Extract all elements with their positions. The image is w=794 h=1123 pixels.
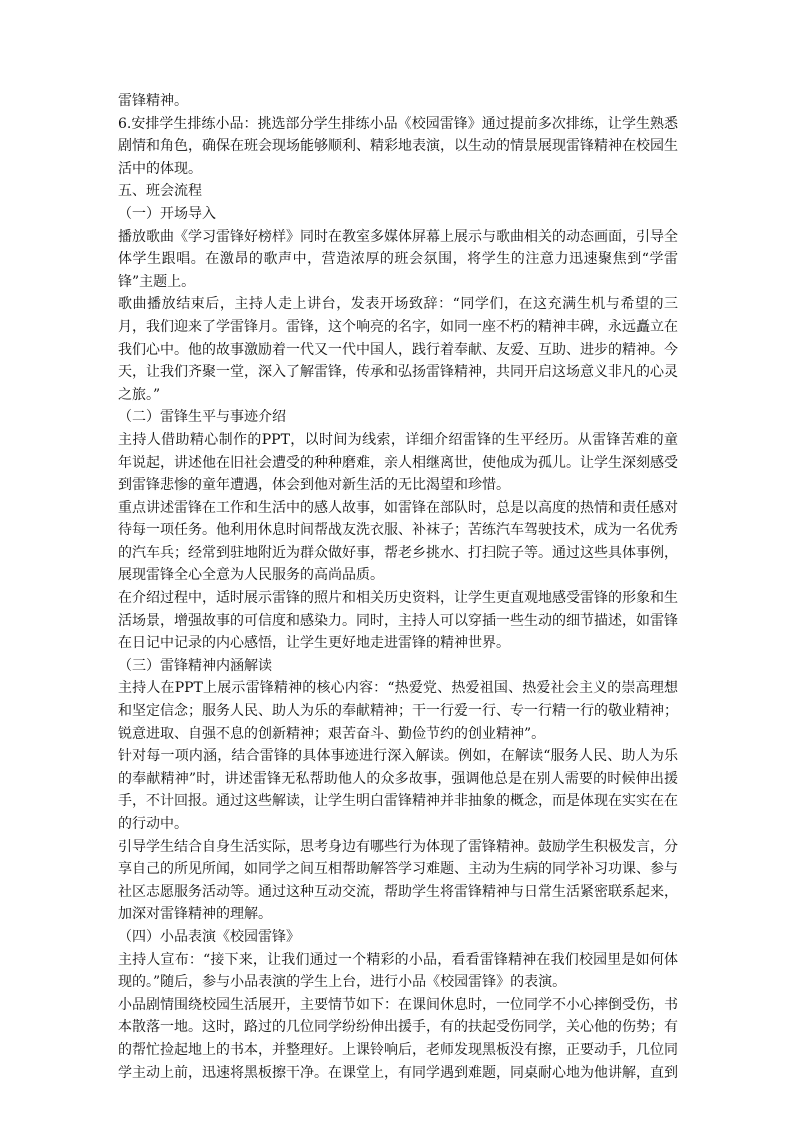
subheading-skit: （四）小品表演《校园雷锋》 xyxy=(118,928,300,945)
section-heading-meeting-flow: 五、班会流程 xyxy=(118,183,202,200)
paragraph-opening-speech: 歌曲播放结束后，主持人走上讲台，发表开场致辞：“同学们，在这充满生机与希望的三月，我们迎来了学雷锋月。雷锋，这个响亮的名字，如同一座不朽的精神丰碑，永远矗立在我们心中。他的故事激励着一代又一代中国人，践行着奉献、友爱、互助、进步的精神。今天，让我们齐聚一堂，深入了解雷锋，传承和弘扬雷锋精神，共同开启这场意义非凡的心灵之旅。” xyxy=(118,296,678,403)
paragraph-continuation: 雷锋精神。 xyxy=(118,93,188,109)
paragraph-stories: 重点讲述雷锋在工作和生活中的感人故事，如雷锋在部队时，总是以高度的热情和责任感对待每一项任务。他利用休息时间帮战友洗衣服、补袜子；苦练汽车驾驶技术，成为一名优秀的汽车兵；经常到驻地附近为群众做好事，帮老乡挑水、打扫院子等。通过这些具体事例，展现雷锋全心全意为人民服务的高尚品质。 xyxy=(118,499,678,584)
subheading-opening: （一）开场导入 xyxy=(118,205,216,222)
paragraph-interpretation: 针对每一项内涵，结合雷锋的具体事迹进行深入解读。例如，在解读“服务人民、助人为乐的奉献精神”时，讲述雷锋无私帮助他人的众多故事，强调他总是在别人需要的时候伸出援手，不计回报。通过这些解读，让学生明白雷锋精神并非抽象的概念，而是体现在实实在在的行动中。 xyxy=(118,748,678,832)
paragraph-photos: 在介绍过程中，适时展示雷锋的照片和相关历史资料，让学生更直观地感受雷锋的形象和生活场景，增强故事的可信度和感染力。同时，主持人可以穿插一些生动的细节描述，如雷锋在日记中记录的内心感悟，让学生更好地走进雷锋的精神世界。 xyxy=(118,590,678,652)
paragraph-childhood: 主持人借助精心制作的PPT，以时间为线索，详细介绍雷锋的生平经历。从雷锋苦难的童年说起，讲述他在旧社会遭受的种种磨难，亲人相继离世，使他成为孤儿。让学生深刻感受到雷锋悲惨的童年遭遇，体会到他对新生活的无比渴望和珍惜。 xyxy=(118,431,678,494)
paragraph-skit-plot: 小品剧情围绕校园生活展开，主要情节如下：在课间休息时，一位同学不小心摔倒受伤，书本散落一地。这时，路过的几位同学纷纷伸出援手，有的扶起受伤同学，关心他的伤势；有的帮忙捡起地上的书本，并整理好。上课铃响后，老师发现黑板没有擦，正要动手，几位同学主动上前，迅速将黑板擦干净。在课堂上，有同学遇到难题，同桌耐心地为他讲解，直到 xyxy=(118,996,678,1081)
subheading-biography: （二）雷锋生平与事迹介绍 xyxy=(118,409,286,426)
paragraph-announcement: 主持人宣布：“接下来，让我们通过一个精彩的小品，看看雷锋精神在我们校园里是如何体现的。”随后，参与小品表演的学生上台，进行小品《校园雷锋》的表演。 xyxy=(118,951,678,991)
document-page xyxy=(118,90,678,1084)
paragraph-step-6: 6.安排学生排练小品：挑选部分学生排练小品《校园雷锋》通过提前多次排练，让学生熟悉剧情和角色，确保在班会现场能够顺利、精彩地表演，以生动的情景展现雷锋精神在校园生活中的体现。 xyxy=(118,115,678,177)
subheading-spirit: （三）雷锋精神内涵解读 xyxy=(118,657,272,674)
paragraph-discussion: 引导学生结合自身生活实际，思考身边有哪些行为体现了雷锋精神。鼓励学生积极发言，分享自己的所见所闻，如同学之间互相帮助解答学习难题、主动为生病的同学补习功课、参与社区志愿服务活动等。通过这种互动交流，帮助学生将雷锋精神与日常生活紧密联系起来，加深对雷锋精神的理解。 xyxy=(118,838,678,923)
paragraph-song: 播放歌曲《学习雷锋好榜样》同时在教室多媒体屏幕上展示与歌曲相关的动态画面，引导全体学生跟唱。在激昂的歌声中，营造浓厚的班会氛围，将学生的注意力迅速聚焦到“学雷锋”主题上。 xyxy=(118,228,678,290)
paragraph-core-content: 主持人在PPT上展示雷锋精神的核心内容：“热爱党、热爱祖国、热爱社会主义的崇高理想和坚定信念；服务人民、助人为乐的奉献精神；干一行爱一行、专一行精一行的敬业精神；锐意进取、自强不息的创新精神；艰苦奋斗、勤俭节约的创业精神”。 xyxy=(118,680,678,742)
